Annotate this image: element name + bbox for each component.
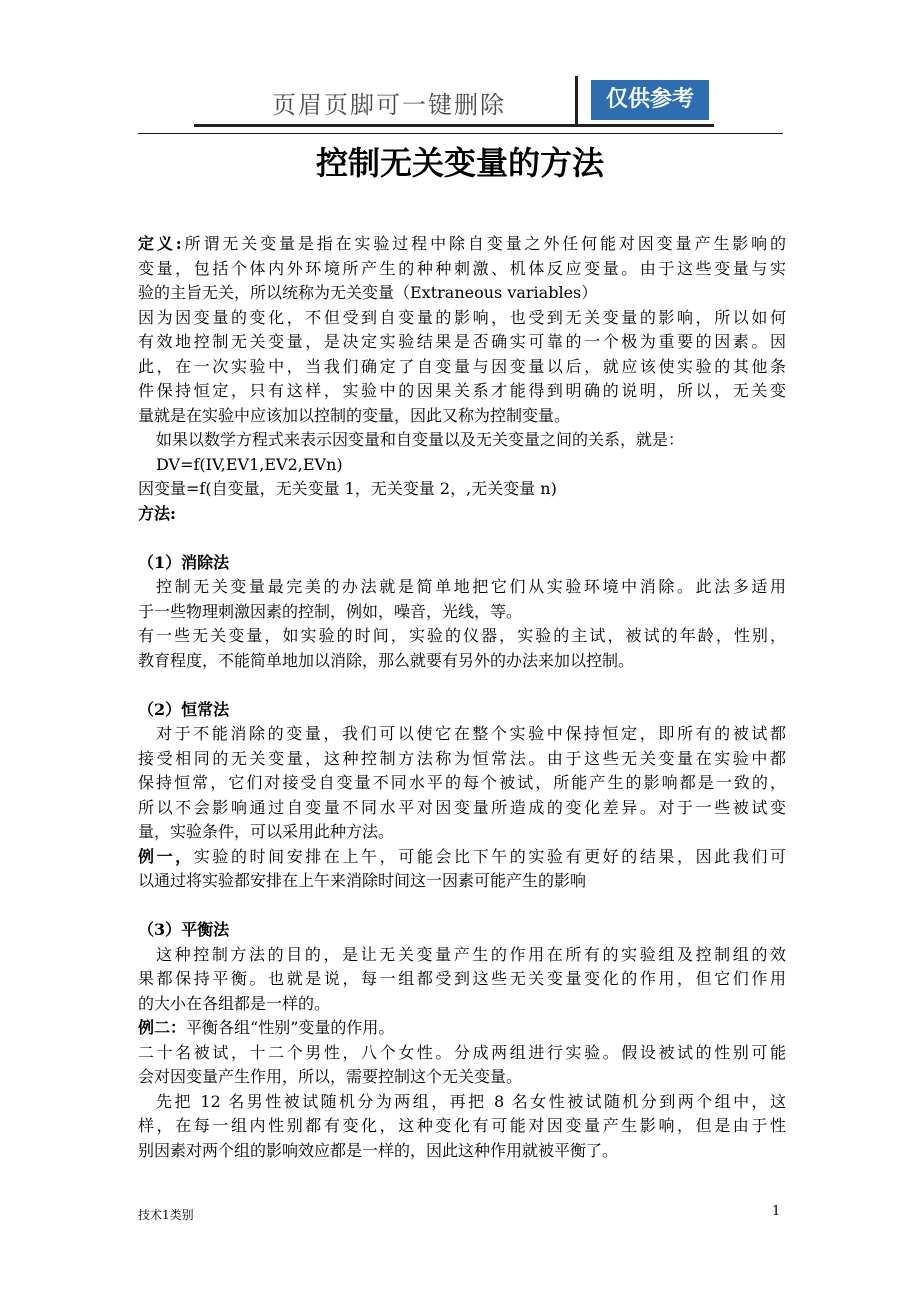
body-line: 量，实验条件，可以采用此种方法。 xyxy=(138,822,395,841)
formula-line: DV=f(IV,EV1,EV2,EVn) xyxy=(156,454,343,474)
body-line: 于一些物理刺激因素的控制，例如，噪音，光线，等。 xyxy=(138,601,523,621)
body-line: 别因素对两个组的影响效应都是一样的，因此这种作用就被平衡了。 xyxy=(138,1140,619,1160)
page-number: 1 xyxy=(772,1204,781,1219)
section-heading: （3）平衡法 xyxy=(138,920,230,939)
definition-section xyxy=(138,232,786,526)
formula-line: 因变量=f(自变量，无关变量 1，无关变量 2，,无关变量 n) xyxy=(138,479,557,498)
body-line: 对于不能消除的变量，我们可以使它在整个实验中保持恒定，即所有的被试都 xyxy=(156,724,786,743)
spacer xyxy=(138,894,786,919)
reference-only-badge: 仅供参考 xyxy=(591,80,709,120)
body-text: 平衡各组“性别”变量的作用。 xyxy=(186,1018,395,1037)
body-line: 先把 12 名男性被试随机分为两组，再把 8 名女性被试随机分到两个组中，这 xyxy=(156,1091,786,1111)
header-rule-thick xyxy=(194,124,714,127)
body-line: 变量，包括个体内外环境所产生的种种刺激、机体反应变量。由于这些变量与实 xyxy=(138,258,786,278)
header-banner-text: 页眉页脚可一键删除 xyxy=(272,91,506,119)
body-line: 果都保持平衡。也就是说，每一组都受到这些无关变量变化的作用，但它们作用 xyxy=(138,969,786,988)
body-line: 所以不会影响通过自变量不同水平对因变量所造成的变化差异。对于一些被试变 xyxy=(138,797,786,817)
section-heading: （1）消除法 xyxy=(138,552,230,572)
spacer xyxy=(138,673,786,698)
header-divider xyxy=(575,76,578,124)
section-heading: （2）恒常法 xyxy=(138,699,230,719)
example-line xyxy=(138,1016,786,1041)
body-line: 因为因变量的变化，不但受到自变量的影响，也受到无关变量的影响，所以如何 xyxy=(138,307,786,327)
body-line: 这种控制方法的目的，是让无关变量产生的作用在所有的实验组及控制组的效 xyxy=(156,944,786,964)
header-rule-thin xyxy=(138,133,783,134)
body-line: 量就是在实验中应该加以控制的变量，因此又称为控制变量。 xyxy=(138,405,571,425)
body-line xyxy=(138,232,786,257)
document-body xyxy=(138,232,786,1163)
body-line: 件保持恒定，只有这样，实验中的因果关系才能得到明确的说明，所以，无关变 xyxy=(138,381,786,400)
example-label: 例二： xyxy=(138,1018,187,1037)
body-text: 所谓无关变量是指在实验过程中除自变量之外任何能对因变量产生影响的 xyxy=(181,234,786,253)
body-line: 验的主旨无关，所以统称为无关变量（Extraneous variables） xyxy=(138,283,598,302)
body-line: 二十名被试，十二个男性，八个女性。分成两组进行实验。假设被试的性别可能 xyxy=(138,1042,786,1062)
method-constancy-section xyxy=(138,698,786,894)
body-line: 样，在每一组内性别都有变化，这种变化有可能对因变量产生影响，但是由于性 xyxy=(138,1116,786,1135)
body-line: 如果以数学方程式来表示因变量和自变量以及无关变量之间的关系，就是： xyxy=(156,430,685,449)
document-title: 控制无关变量的方法 xyxy=(315,144,604,182)
spacer xyxy=(138,526,786,551)
body-line: 有效地控制无关变量，是决定实验结果是否确实可靠的一个极为重要的因素。因 xyxy=(138,332,786,351)
method-elimination-section xyxy=(138,551,786,674)
example-label: 例一， xyxy=(138,846,194,866)
body-line: 控制无关变量最完美的办法就是简单地把它们从实验环境中消除。此法多适用 xyxy=(156,577,786,596)
body-line: 保持恒常，它们对接受自变量不同水平的每个被试，所能产生的影响都是一致的， xyxy=(138,773,786,792)
footer-category: 技术1类别 xyxy=(138,1208,194,1222)
body-line: 教育程度，不能简单地加以消除，那么就要有另外的办法来加以控制。 xyxy=(138,650,635,670)
example-line xyxy=(138,845,786,870)
body-line: 的大小在各组都是一样的。 xyxy=(138,993,331,1013)
methods-label: 方法: xyxy=(138,503,176,523)
body-line: 接受相同的无关变量，这种控制方法称为恒常法。由于这些无关变量在实验中都 xyxy=(138,748,786,768)
definition-label: 定义: xyxy=(138,234,182,253)
method-balancing-section xyxy=(138,918,786,1163)
body-text: 实验的时间安排在上午，可能会比下午的实验有更好的结果，因此我们可 xyxy=(193,846,786,866)
body-line: 有一些无关变量，如实验的时间，实验的仪器，实验的主试，被试的年龄，性别， xyxy=(138,626,786,645)
body-line: 此，在一次实验中，当我们确定了自变量与因变量以后，就应该使实验的其他条 xyxy=(138,356,786,376)
body-line: 会对因变量产生作用，所以，需要控制这个无关变量。 xyxy=(138,1067,523,1086)
body-line: 以通过将实验都安排在上午来消除时间这一因素可能产生的影响 xyxy=(138,871,587,890)
